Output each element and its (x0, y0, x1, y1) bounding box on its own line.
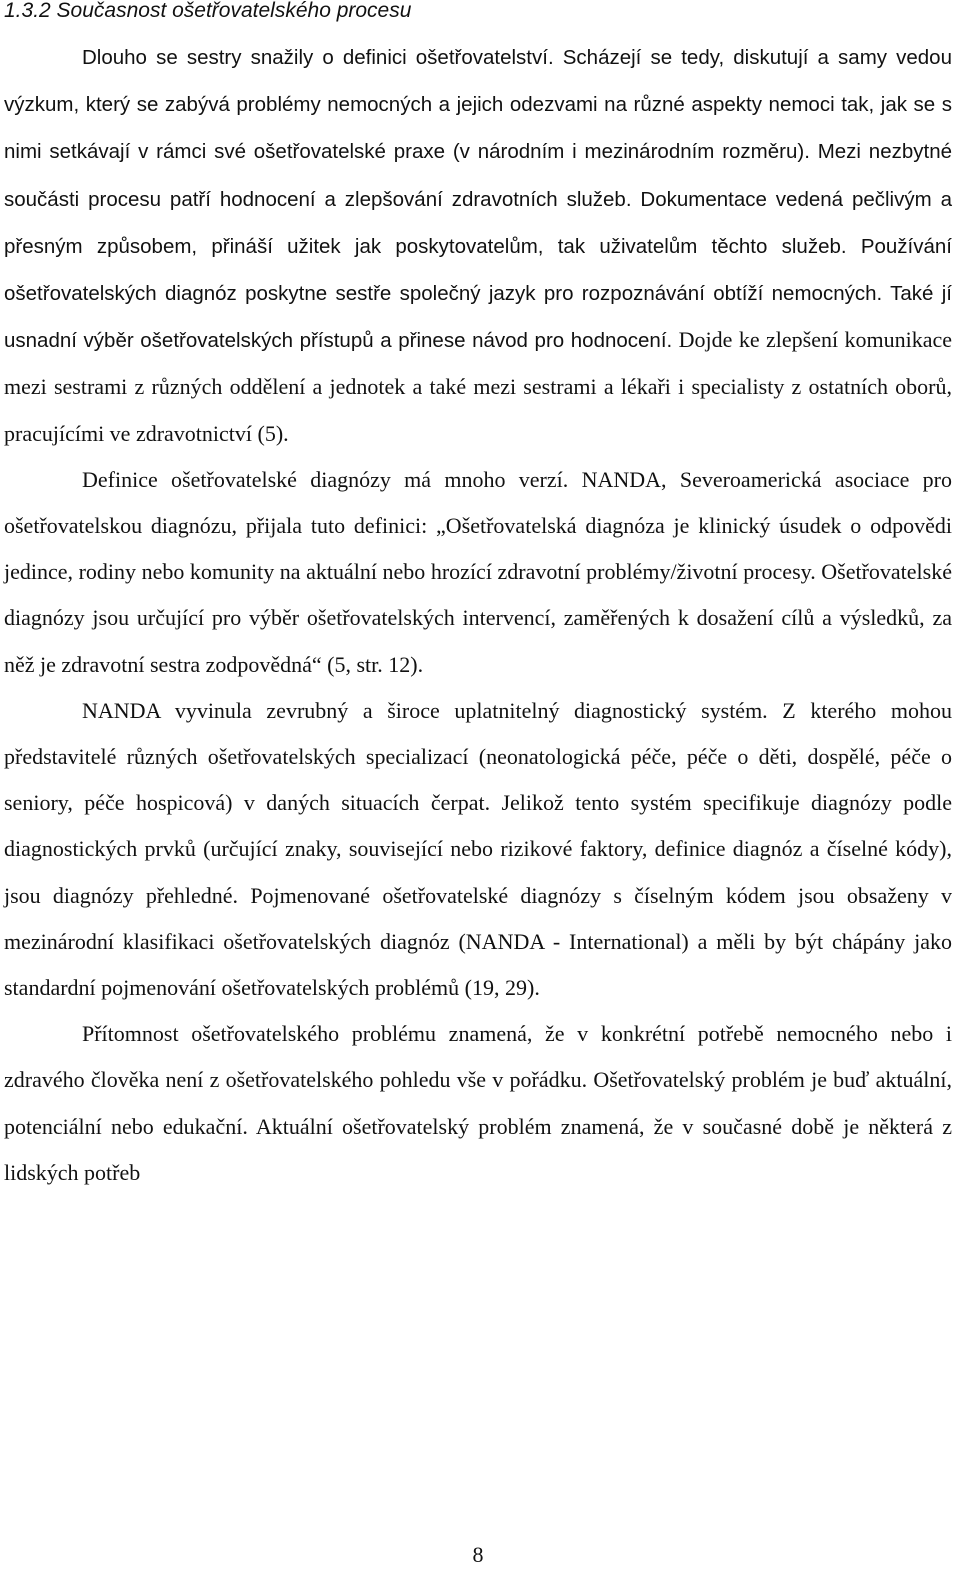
paragraph-text: Definice ošetřovatelské diagnózy má mnoho verzí. NANDA, Severoamerická asociace pro ošetřovatelskou diagnózu, přijala tuto definici: „Ošetřovatelská diagnóza je klinický úsudek o odpovědi jedince, rodiny nebo komunity na aktuální nebo hrozící zdravotní problémy/životní procesy. Ošetřovatelské diagnózy jsou určující pro výběr ošetřovatelských intervencí, zaměřených k dosažení cílů a výsledků, za něž je zdravotní sestra zodpovědná“ (5, str. 12). (4, 466, 952, 677)
paragraph-3 (4, 688, 952, 1011)
paragraph-4 (4, 1011, 952, 1196)
paragraph-text: Přítomnost ošetřovatelského problému znamená, že v konkrétní potřebě nemocného nebo i zdravého člověka není z ošetřovatelského pohledu vše v pořádku. Ošetřovatelský problém je buď aktuální, potenciální nebo edukační. Aktuální ošetřovatelský problém znamená, že v současné době je některá z lidských potřeb (4, 1021, 952, 1185)
paragraph-text: Dlouho se sestry snažily o definici ošetřovatelství. Scházejí se tedy, diskutují a samy vedou výzkum, který se zabývá problémy nemocných a jejich odezvami na různé aspekty nemoci tak, jak se s nimi setkávají v rámci své ošetřovatelské praxe (v národním i mezinárodním rozměru). Mezi nezbytné součásti procesu patří hodnocení a zlepšování zdravotních služeb. Dokumentace vedená pečlivým a přesným způsobem, přináší užitek jak poskytovatelům, tak uživatelům těchto služeb. Používání ošetřovatelských diagnóz poskytne sestře společný jazyk pro rozpoznávání obtíží nemocných. Také jí usnadní výběr ošetřovatelských přístupů a přinese návod pro hodnocení. (4, 46, 952, 353)
paragraph-1 (4, 34, 952, 457)
section-heading: 1.3.2 Současnost ošetřovatelského procesu (4, 0, 412, 22)
paragraph-text: Dojde ke zlepšení komunikace mezi sestrami z různých oddělení a jednotek a také mezi sestrami a lékaři i specialisty z ostatních oborů, pracujícími ve zdravotnictví (5). (4, 327, 952, 446)
page-number: 8 (472, 1542, 484, 1567)
paragraph-text: NANDA vyvinula zevrubný a široce uplatnitelný diagnostický systém. Z kterého mohou představitelé různých ošetřovatelských specializací (neonatologická péče, péče o děti, dospělé, péče o seniory, péče hospicová) v daných situacích čerpat. Jelikož tento systém specifikuje diagnózy podle diagnostických prvků (určující znaky, související nebo rizikové faktory, definice diagnóz a číselné kódy), jsou diagnózy přehledné. Pojmenované ošetřovatelské diagnózy s číselným kódem jsou obsaženy v mezinárodní klasifikaci ošetřovatelských diagnóz (NANDA - International) a měli by být chápány jako standardní pojmenování ošetřovatelských problémů (19, 29). (4, 697, 952, 1001)
body-text (4, 34, 952, 1196)
paragraph-2 (4, 457, 952, 688)
